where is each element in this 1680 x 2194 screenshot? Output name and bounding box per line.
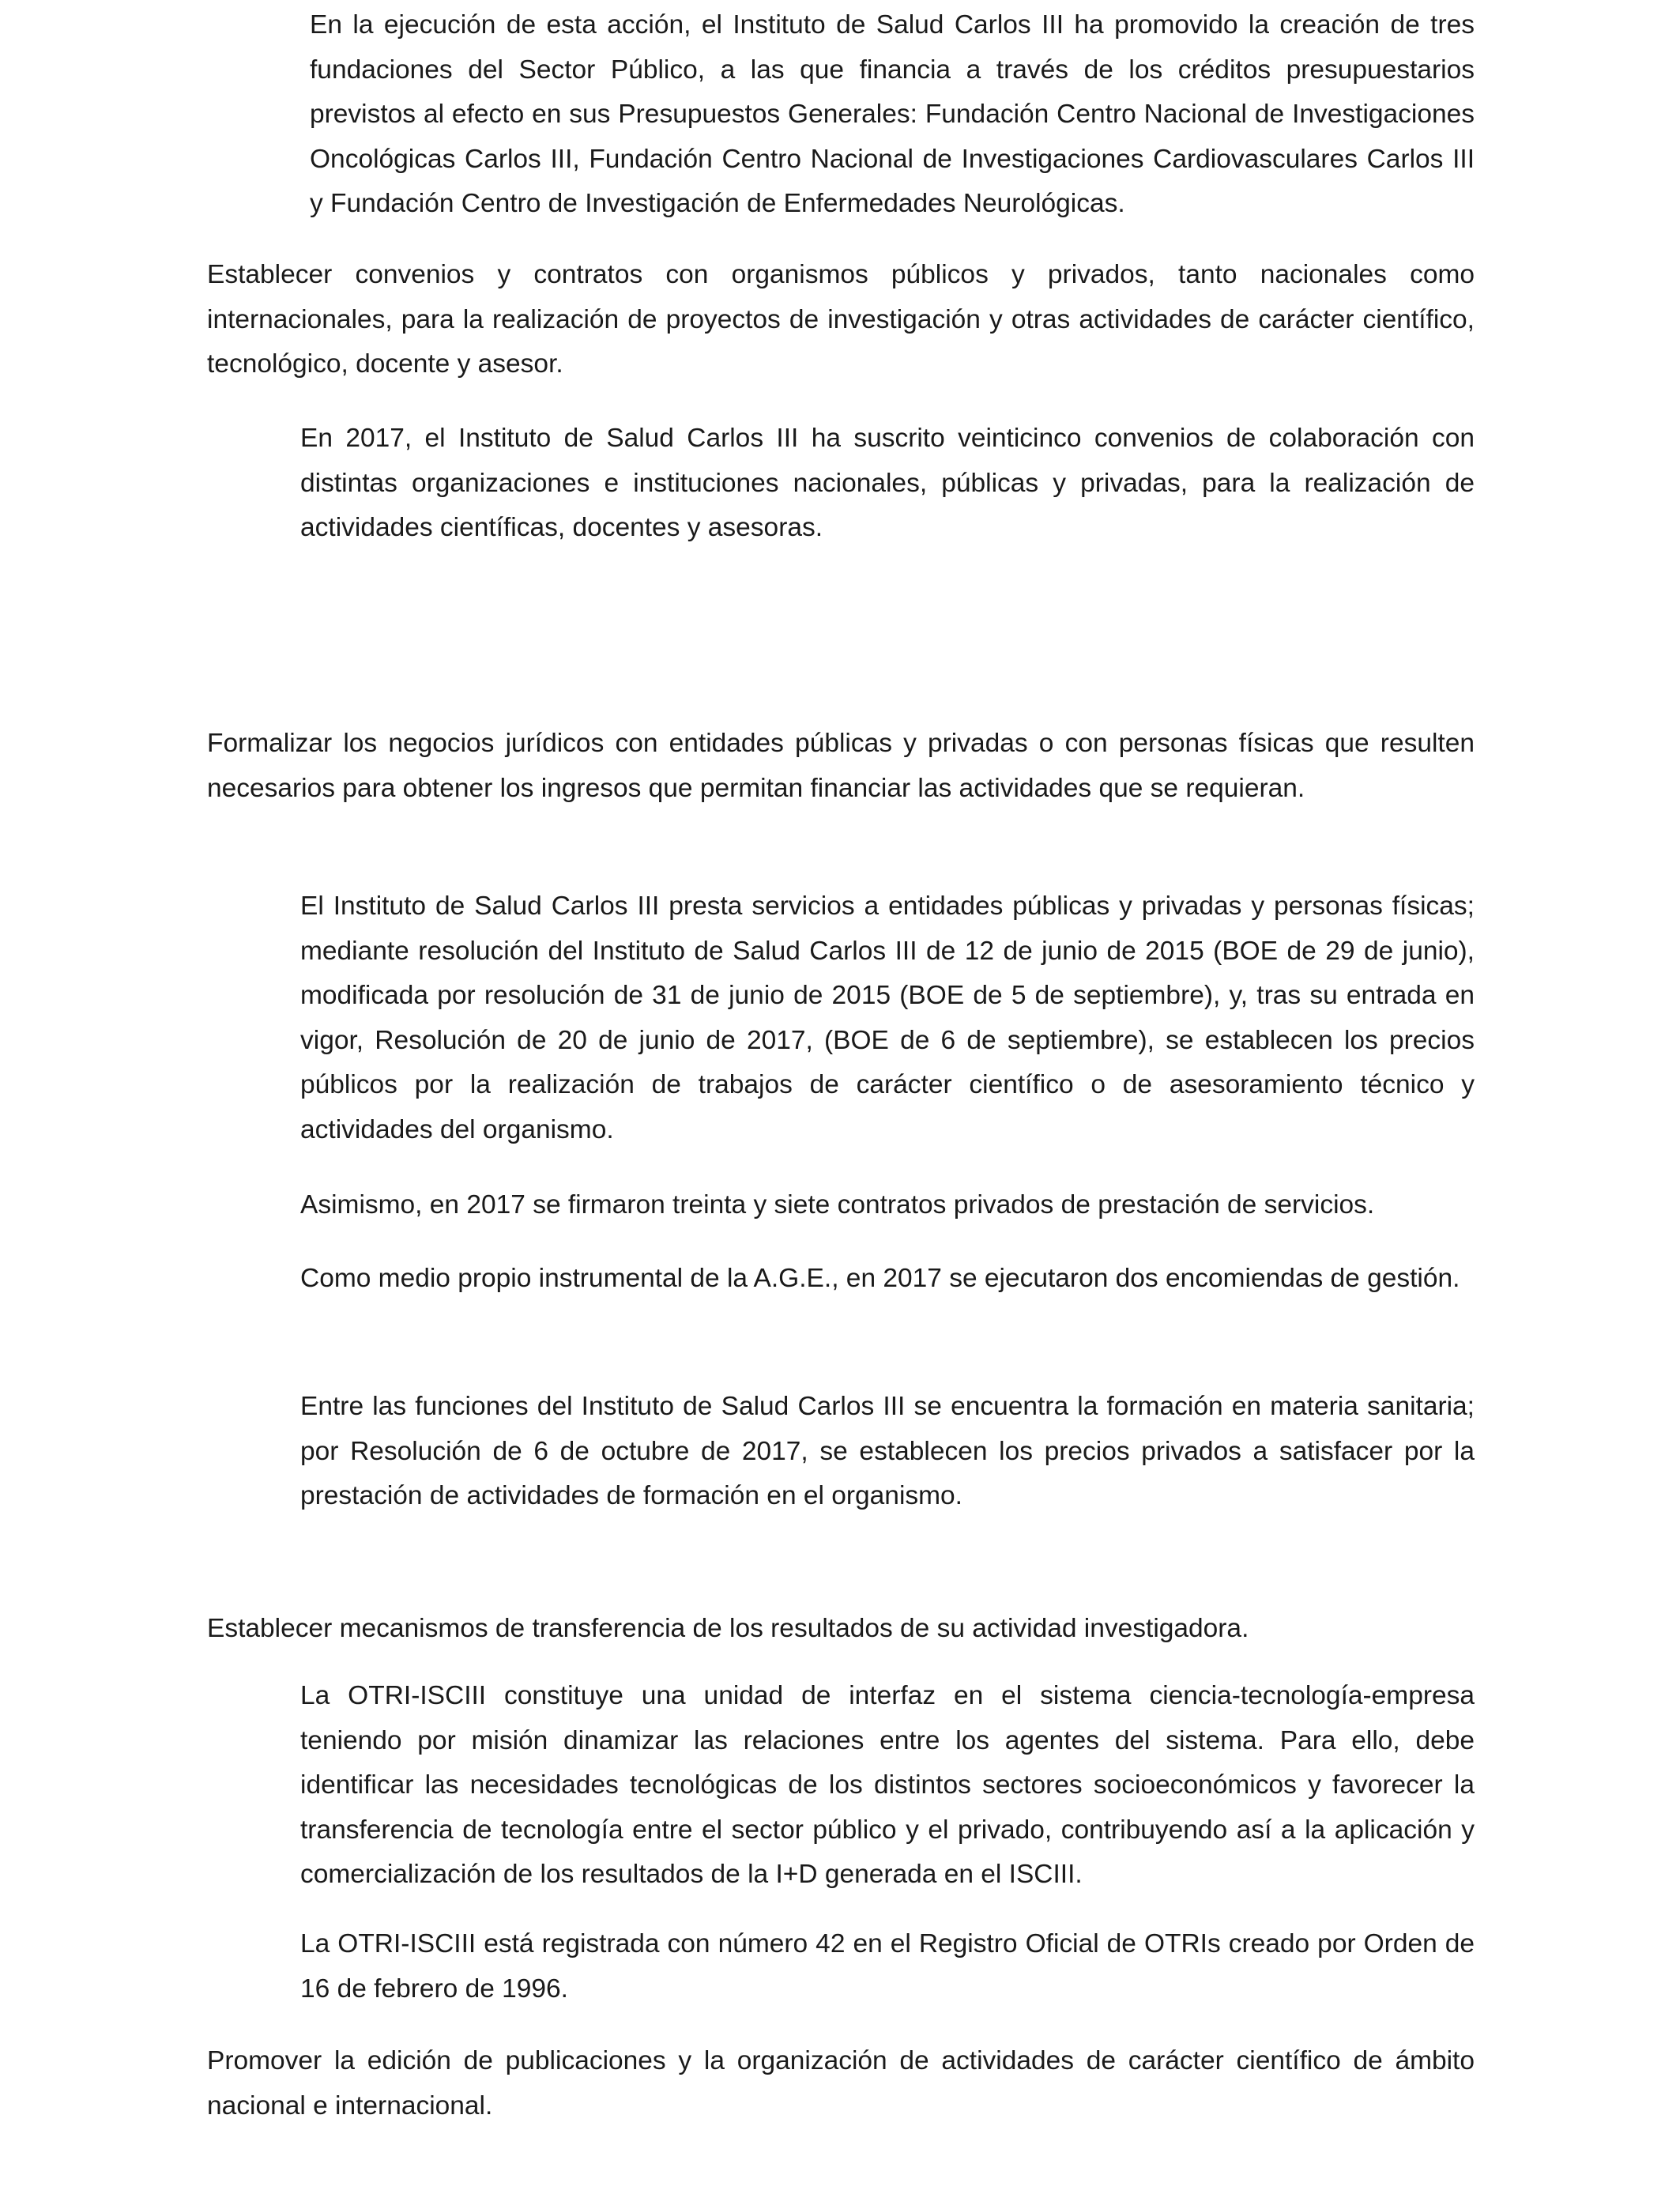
paragraph-otri-interfaz: La OTRI-ISCIII constituye una unidad de interfaz en el sistema ciencia-tecnología-empresa teniendo por misión dinamizar las relaciones entre los agentes del sistema. Para ello, debe identificar las necesidades tecnológicas de los distintos sectores socioeconómicos y favorecer la transferencia de tecnología entre el sector público y el privado, contribuyendo así a la aplicación y comercialización de los resultados de la I+D generada en el ISCIII. (300, 1681, 1475, 1889)
heading-transferencia: Establecer mecanismos de transferencia de los resultados de su actividad investigadora. (207, 1614, 1249, 1643)
paragraph-otri-registro: La OTRI-ISCIII está registrada con número 42 en el Registro Oficial de OTRIs creado por Orden de 16 de febrero de 1996. (300, 1929, 1475, 2004)
paragraph-servicios-precios: El Instituto de Salud Carlos III presta servicios a entidades públicas y privadas y personas físicas; mediante resolución del Instituto de Salud Carlos III de 12 de junio de 2015 (BOE de 29 de junio), modificada por resolución de 31 de junio de 2015 (BOE de 5 de septiembre), y, tras su entrada en vigor, Resolución de 20 de junio de 2017, (BOE de 6 de septiembre), se establecen los precios públicos por la realización de trabajos de carácter científico o de asesoramiento técnico y actividades del organismo. (300, 892, 1475, 1144)
heading-convenios: Establecer convenios y contratos con organismos públicos y privados, tanto nacionales como internacionales, para la realización de proyectos de investigación y otras actividades de carácter científico, tecnológico, docente y asesor. (207, 260, 1475, 379)
paragraph-contratos-privados: Asimismo, en 2017 se firmaron treinta y siete contratos privados de prestación de servicios. (300, 1190, 1375, 1220)
paragraph-encomiendas: Como medio propio instrumental de la A.G.E., en 2017 se ejecutaron dos encomiendas de gestión. (300, 1264, 1460, 1293)
heading-negocios-juridicos: Formalizar los negocios jurídicos con entidades públicas y privadas o con personas físicas que resulten necesarios para obtener los ingresos que permitan financiar las actividades que se requieran. (207, 729, 1475, 803)
paragraph-fundaciones: En la ejecución de esta acción, el Instituto de Salud Carlos III ha promovido la creación de tres fundaciones del Sector Público, a las que financia a través de los créditos presupuestarios previstos al efecto en sus Presupuestos Generales: Fundación Centro Nacional de Investigaciones Oncológicas Carlos III, Fundación Centro Nacional de Investigaciones Cardiovasculares Carlos III y Fundación Centro de Investigación de Enfermedades Neurológicas. (310, 10, 1475, 218)
heading-publicaciones: Promover la edición de publicaciones y la organización de actividades de carácter científico de ámbito nacional e internacional. (207, 2046, 1475, 2120)
paragraph-formacion: Entre las funciones del Instituto de Salud Carlos III se encuentra la formación en materia sanitaria; por Resolución de 6 de octubre de 2017, se establecen los precios privados a satisfacer por la prestación de actividades de formación en el organismo. (300, 1392, 1475, 1510)
paragraph-convenios-2017: En 2017, el Instituto de Salud Carlos III ha suscrito veinticinco convenios de colaboración con distintas organizaciones e instituciones nacionales, públicas y privadas, para la realización de actividades científicas, docentes y asesoras. (300, 424, 1475, 542)
